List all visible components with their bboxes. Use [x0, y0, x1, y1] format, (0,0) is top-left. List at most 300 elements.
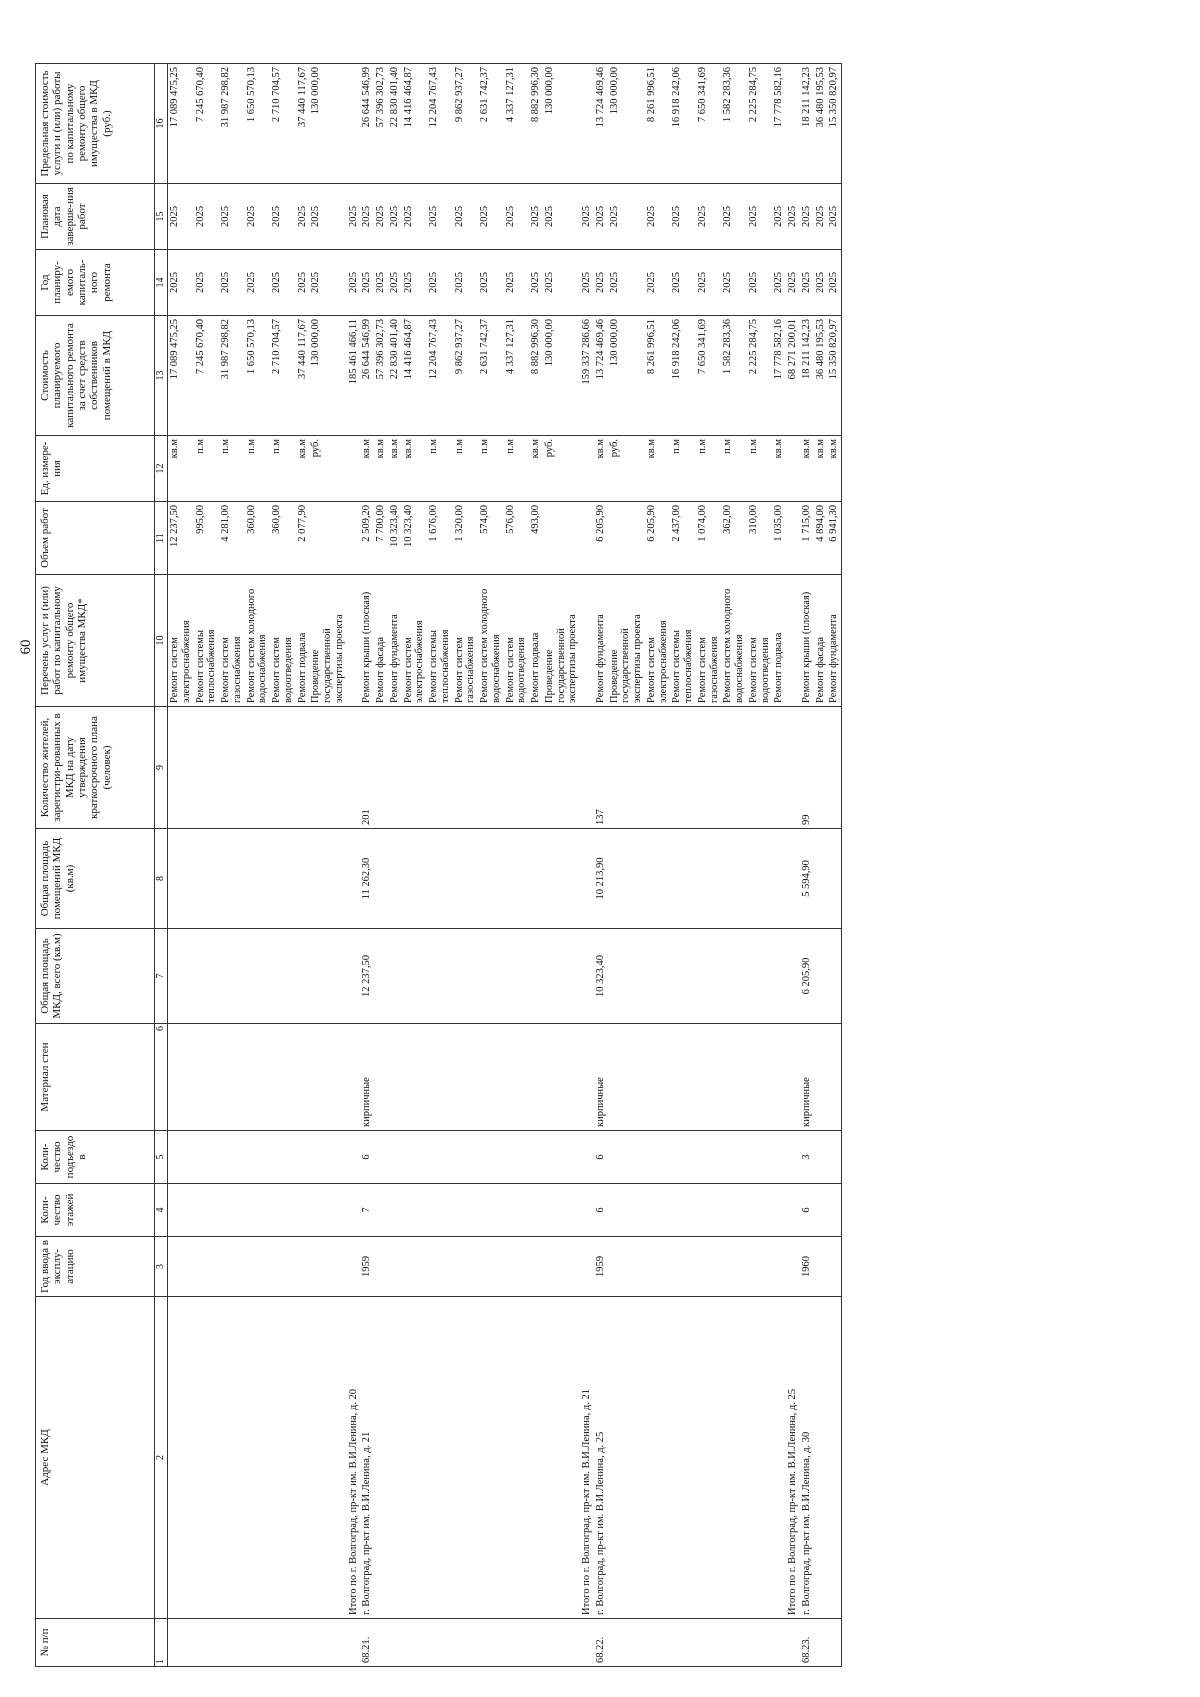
- wall-material: кирпичные: [360, 1024, 374, 1131]
- wall-material: [608, 1024, 645, 1131]
- year-built: [580, 1237, 594, 1297]
- total-label: Итого по г. Волгоград, пр-кт им. В.И.Ленина, д. 20: [347, 1297, 361, 1619]
- repair-year: 2025: [402, 250, 428, 316]
- total-area: [772, 929, 786, 1024]
- limit-cost: 7 245 670,40: [194, 64, 220, 184]
- repair-year: 2025: [309, 250, 346, 316]
- unit: руб.: [309, 436, 346, 502]
- work-volume: 360,00: [270, 502, 296, 575]
- repair-year: 2025: [827, 250, 841, 316]
- completion-date: 2025: [309, 184, 346, 250]
- residents-count: [645, 707, 671, 829]
- completion-date: 2025: [645, 184, 671, 250]
- work-volume: 362,00: [721, 502, 747, 575]
- residents-count: [219, 707, 245, 829]
- unit: кв.м: [827, 436, 841, 502]
- address: [270, 1297, 296, 1619]
- residents-count: [168, 707, 194, 829]
- address: [427, 1297, 453, 1619]
- floors-count: [374, 1184, 388, 1237]
- residents-count: [270, 707, 296, 829]
- completion-date: 2025: [721, 184, 747, 250]
- year-built: [814, 1237, 828, 1297]
- total-area: [670, 929, 696, 1024]
- address: [168, 1297, 194, 1619]
- wall-material: [814, 1024, 828, 1131]
- repair-year: 2025: [696, 250, 722, 316]
- limit-cost: 57 396 302,73: [374, 64, 388, 184]
- total-area: [478, 929, 504, 1024]
- floors-count: [388, 1184, 402, 1237]
- column-number: 2: [155, 1297, 168, 1619]
- row-number: [402, 1619, 428, 1667]
- unit: п.м: [194, 436, 220, 502]
- table-row: [814, 64, 828, 1667]
- planned-cost: 14 416 464,87: [402, 316, 428, 436]
- repair-year: 2025: [453, 250, 479, 316]
- column-number: 10: [155, 575, 168, 707]
- work-type: Ремонт системы теплоснабжения: [670, 575, 696, 707]
- completion-date: 2025: [543, 184, 580, 250]
- entrances-count: [270, 1131, 296, 1184]
- premises-area: [402, 829, 428, 929]
- work-type: Ремонт подвала: [529, 575, 543, 707]
- premises-area: [427, 829, 453, 929]
- limit-cost: 8 261 996,51: [645, 64, 671, 184]
- floors-count: [219, 1184, 245, 1237]
- residents-count: [347, 707, 361, 829]
- premises-area: 10 213,90: [594, 829, 608, 929]
- limit-cost: 13 724 469,46: [594, 64, 608, 184]
- year-built: [478, 1237, 504, 1297]
- unit: п.м: [696, 436, 722, 502]
- completion-date: 2025: [296, 184, 310, 250]
- table-row: [800, 64, 814, 1667]
- entrances-count: [786, 1131, 800, 1184]
- planned-cost: 13 724 469,46: [594, 316, 608, 436]
- column-number: 8: [155, 829, 168, 929]
- work-type: Ремонт системы теплоснабжения: [194, 575, 220, 707]
- year-built: [374, 1237, 388, 1297]
- address: [309, 1297, 346, 1619]
- limit-cost: 7 650 341,69: [696, 64, 722, 184]
- address: [296, 1297, 310, 1619]
- address: [543, 1297, 580, 1619]
- row-number: [168, 1619, 194, 1667]
- residents-count: [827, 707, 841, 829]
- year-built: [772, 1237, 786, 1297]
- residents-count: [786, 707, 800, 829]
- floors-count: [608, 1184, 645, 1237]
- premises-area: [786, 829, 800, 929]
- year-built: [219, 1237, 245, 1297]
- entrances-count: [721, 1131, 747, 1184]
- row-number: 68.23.: [800, 1619, 814, 1667]
- planned-cost: 7 245 670,40: [194, 316, 220, 436]
- completion-date: 2025: [529, 184, 543, 250]
- address: [529, 1297, 543, 1619]
- total-area: [168, 929, 194, 1024]
- limit-cost: 4 337 127,31: [504, 64, 530, 184]
- work-type: Ремонт системы теплоснабжения: [427, 575, 453, 707]
- wall-material: [721, 1024, 747, 1131]
- work-type: Ремонт систем электроснабжения: [645, 575, 671, 707]
- work-volume: 12 237,50: [168, 502, 194, 575]
- table-row: [388, 64, 402, 1667]
- limit-cost: 2 631 742,37: [478, 64, 504, 184]
- year-built: [721, 1237, 747, 1297]
- wall-material: [696, 1024, 722, 1131]
- work-type: Ремонт фундамента: [388, 575, 402, 707]
- limit-cost: 18 211 142,23: [800, 64, 814, 184]
- work-volume: [608, 502, 645, 575]
- repair-year: 2025: [168, 250, 194, 316]
- planned-cost: 1 582 283,36: [721, 316, 747, 436]
- work-volume: 995,00: [194, 502, 220, 575]
- work-volume: 360,00: [245, 502, 271, 575]
- row-number: [696, 1619, 722, 1667]
- premises-area: [245, 829, 271, 929]
- repair-year: 2025: [427, 250, 453, 316]
- unit: [347, 436, 361, 502]
- repair-year: 2025: [645, 250, 671, 316]
- premises-area: 11 262,30: [360, 829, 374, 929]
- work-volume: 7 700,00: [374, 502, 388, 575]
- premises-area: [194, 829, 220, 929]
- floors-count: [427, 1184, 453, 1237]
- total-area: [645, 929, 671, 1024]
- table-row: [219, 64, 245, 1667]
- residents-count: 201: [360, 707, 374, 829]
- unit: п.м: [721, 436, 747, 502]
- work-type: Ремонт систем газоснабжения: [219, 575, 245, 707]
- planned-cost: 17 089 475,25: [168, 316, 194, 436]
- total-area: 6 205,90: [800, 929, 814, 1024]
- limit-cost: 17 778 582,16: [772, 64, 786, 184]
- floors-count: [296, 1184, 310, 1237]
- work-volume: 1 035,00: [772, 502, 786, 575]
- year-built: [309, 1237, 346, 1297]
- limit-cost: 14 416 464,87: [402, 64, 428, 184]
- total-area: 10 323,40: [594, 929, 608, 1024]
- work-volume: 10 323,40: [388, 502, 402, 575]
- residents-count: [747, 707, 773, 829]
- entrances-count: [296, 1131, 310, 1184]
- address: [219, 1297, 245, 1619]
- unit: п.м: [504, 436, 530, 502]
- year-built: [427, 1237, 453, 1297]
- table-row: [270, 64, 296, 1667]
- table-row: [504, 64, 530, 1667]
- completion-date: 2025: [453, 184, 479, 250]
- unit: п.м: [245, 436, 271, 502]
- residents-count: [402, 707, 428, 829]
- entrances-count: [670, 1131, 696, 1184]
- limit-cost: 15 350 820,97: [827, 64, 841, 184]
- wall-material: [402, 1024, 428, 1131]
- table-row: [721, 64, 747, 1667]
- row-number: [786, 1619, 800, 1667]
- completion-date: 2025: [427, 184, 453, 250]
- address: [504, 1297, 530, 1619]
- unit: кв.м: [168, 436, 194, 502]
- wall-material: [388, 1024, 402, 1131]
- page-number: 60: [18, 639, 34, 655]
- address: [478, 1297, 504, 1619]
- work-volume: 310,00: [747, 502, 773, 575]
- entrances-count: [608, 1131, 645, 1184]
- total-area: [747, 929, 773, 1024]
- address: [453, 1297, 479, 1619]
- year-built: [827, 1237, 841, 1297]
- row-number: 68.22.: [594, 1619, 608, 1667]
- floors-count: [670, 1184, 696, 1237]
- wall-material: [453, 1024, 479, 1131]
- year-built: [270, 1237, 296, 1297]
- column-number: 13: [155, 316, 168, 436]
- premises-area: [747, 829, 773, 929]
- address: г. Волгоград, пр-кт им. В.И.Ленина, д. 21: [360, 1297, 374, 1619]
- header-cell: Коли-чество подъездо в: [36, 1131, 155, 1184]
- limit-cost: 130 000,00: [543, 64, 580, 184]
- limit-cost: [580, 64, 594, 184]
- unit: [580, 436, 594, 502]
- total-area: [814, 929, 828, 1024]
- residents-count: [814, 707, 828, 829]
- work-type: Ремонт систем электроснабжения: [402, 575, 428, 707]
- residents-count: [245, 707, 271, 829]
- limit-cost: 9 862 937,27: [453, 64, 479, 184]
- work-volume: 576,00: [504, 502, 530, 575]
- table-row: [772, 64, 786, 1667]
- year-built: [543, 1237, 580, 1297]
- total-area: [388, 929, 402, 1024]
- limit-cost: 17 089 475,25: [168, 64, 194, 184]
- work-volume: 1 715,00: [800, 502, 814, 575]
- entrances-count: [374, 1131, 388, 1184]
- unit: кв.м: [402, 436, 428, 502]
- table-row: [608, 64, 645, 1667]
- limit-cost: [347, 64, 361, 184]
- work-type: Ремонт фасада: [814, 575, 828, 707]
- completion-date: 2025: [696, 184, 722, 250]
- total-area: [608, 929, 645, 1024]
- work-volume: [786, 502, 800, 575]
- residents-count: [309, 707, 346, 829]
- wall-material: [219, 1024, 245, 1131]
- work-volume: 574,00: [478, 502, 504, 575]
- row-number: [270, 1619, 296, 1667]
- header-cell: Ед. измере-ния: [36, 436, 155, 502]
- planned-cost: 9 862 937,27: [453, 316, 479, 436]
- premises-area: [670, 829, 696, 929]
- repair-year: 2025: [296, 250, 310, 316]
- total-area: [827, 929, 841, 1024]
- repair-year: 2025: [786, 250, 800, 316]
- row-number: [478, 1619, 504, 1667]
- repair-year: 2025: [747, 250, 773, 316]
- table-row: [529, 64, 543, 1667]
- unit: кв.м: [800, 436, 814, 502]
- column-number: 12: [155, 436, 168, 502]
- completion-date: 2025: [747, 184, 773, 250]
- residents-count: [388, 707, 402, 829]
- total-area: [374, 929, 388, 1024]
- work-type: Ремонт систем холодного водоснабжения: [245, 575, 271, 707]
- row-number: [827, 1619, 841, 1667]
- premises-area: [168, 829, 194, 929]
- premises-area: [543, 829, 580, 929]
- floors-count: [543, 1184, 580, 1237]
- repair-year: 2025: [543, 250, 580, 316]
- work-type: [347, 575, 361, 707]
- repair-year: 2025: [594, 250, 608, 316]
- total-area: [219, 929, 245, 1024]
- address: [374, 1297, 388, 1619]
- year-built: [388, 1237, 402, 1297]
- wall-material: [309, 1024, 346, 1131]
- entrances-count: [219, 1131, 245, 1184]
- premises-area: [309, 829, 346, 929]
- premises-area: 5 594,90: [800, 829, 814, 929]
- header-cell: Плановая дата заверше-ния работ: [36, 184, 155, 250]
- work-type: Ремонт систем холодного водоснабжения: [721, 575, 747, 707]
- header-row: [36, 64, 155, 1667]
- work-volume: 1 676,00: [427, 502, 453, 575]
- address: [245, 1297, 271, 1619]
- row-number: 68.21.: [360, 1619, 374, 1667]
- wall-material: [347, 1024, 361, 1131]
- total-area: [270, 929, 296, 1024]
- address: [747, 1297, 773, 1619]
- year-built: [696, 1237, 722, 1297]
- header-cell: № п/п: [36, 1619, 155, 1667]
- row-number: [296, 1619, 310, 1667]
- total-area: [347, 929, 361, 1024]
- work-type: Ремонт систем электроснабжения: [168, 575, 194, 707]
- column-number: 9: [155, 707, 168, 829]
- residents-count: [529, 707, 543, 829]
- entrances-count: [814, 1131, 828, 1184]
- completion-date: 2025: [670, 184, 696, 250]
- planned-cost: 57 396 302,73: [374, 316, 388, 436]
- header-cell: Коли-чество этажей: [36, 1184, 155, 1237]
- residents-count: 99: [800, 707, 814, 829]
- work-volume: 2 437,00: [670, 502, 696, 575]
- floors-count: [772, 1184, 786, 1237]
- premises-area: [608, 829, 645, 929]
- floors-count: [827, 1184, 841, 1237]
- premises-area: [478, 829, 504, 929]
- wall-material: [245, 1024, 271, 1131]
- limit-cost: 1 582 283,36: [721, 64, 747, 184]
- year-built: [670, 1237, 696, 1297]
- work-volume: 6 205,90: [645, 502, 671, 575]
- year-built: [786, 1237, 800, 1297]
- entrances-count: [772, 1131, 786, 1184]
- work-type: [786, 575, 800, 707]
- floors-count: [580, 1184, 594, 1237]
- header-cell: Год планиру-емого капиталь-ного ремонта: [36, 250, 155, 316]
- wall-material: [296, 1024, 310, 1131]
- floors-count: 6: [800, 1184, 814, 1237]
- planned-cost: 7 650 341,69: [696, 316, 722, 436]
- work-type: Проведение государственной экспертизы проекта: [543, 575, 580, 707]
- repair-year: 2025: [504, 250, 530, 316]
- work-volume: 1 320,00: [453, 502, 479, 575]
- table-row: [645, 64, 671, 1667]
- entrances-count: [427, 1131, 453, 1184]
- table-row: [453, 64, 479, 1667]
- address: [827, 1297, 841, 1619]
- total-area: [504, 929, 530, 1024]
- column-number: 3: [155, 1237, 168, 1297]
- entrances-count: [478, 1131, 504, 1184]
- total-area: [453, 929, 479, 1024]
- year-built: [168, 1237, 194, 1297]
- unit: кв.м: [645, 436, 671, 502]
- total-area: [245, 929, 271, 1024]
- year-built: [245, 1237, 271, 1297]
- unit: кв.м: [814, 436, 828, 502]
- completion-date: 2025: [194, 184, 220, 250]
- unit: кв.м: [388, 436, 402, 502]
- wall-material: [543, 1024, 580, 1131]
- entrances-count: [402, 1131, 428, 1184]
- completion-date: 2025: [168, 184, 194, 250]
- residents-count: [670, 707, 696, 829]
- residents-count: [427, 707, 453, 829]
- residents-count: [543, 707, 580, 829]
- planned-cost: 15 350 820,97: [827, 316, 841, 436]
- work-type: Ремонт систем водоотведения: [504, 575, 530, 707]
- repair-year: 2025: [772, 250, 786, 316]
- planned-cost: 8 882 996,30: [529, 316, 543, 436]
- work-volume: [543, 502, 580, 575]
- repair-year: 2025: [388, 250, 402, 316]
- total-area: [194, 929, 220, 1024]
- unit: руб.: [543, 436, 580, 502]
- planned-cost: 159 337 286,66: [580, 316, 594, 436]
- total-row: [786, 64, 800, 1667]
- row-number: [309, 1619, 346, 1667]
- entrances-count: [645, 1131, 671, 1184]
- work-type: Ремонт систем газоснабжения: [453, 575, 479, 707]
- repair-year: 2025: [270, 250, 296, 316]
- limit-cost: [786, 64, 800, 184]
- floors-count: [504, 1184, 530, 1237]
- row-number: [645, 1619, 671, 1667]
- work-volume: 2 509,20: [360, 502, 374, 575]
- work-volume: 4 281,00: [219, 502, 245, 575]
- completion-date: 2025: [219, 184, 245, 250]
- limit-cost: 31 987 298,82: [219, 64, 245, 184]
- completion-date: 2025: [270, 184, 296, 250]
- row-number: [670, 1619, 696, 1667]
- wall-material: [645, 1024, 671, 1131]
- premises-area: [772, 829, 786, 929]
- table-row: [747, 64, 773, 1667]
- work-volume: [347, 502, 361, 575]
- unit: кв.м: [529, 436, 543, 502]
- premises-area: [296, 829, 310, 929]
- row-number: [219, 1619, 245, 1667]
- table-row: [402, 64, 428, 1667]
- completion-date: 2025: [347, 184, 361, 250]
- limit-cost: 22 830 401,40: [388, 64, 402, 184]
- entrances-count: [347, 1131, 361, 1184]
- total-area: [580, 929, 594, 1024]
